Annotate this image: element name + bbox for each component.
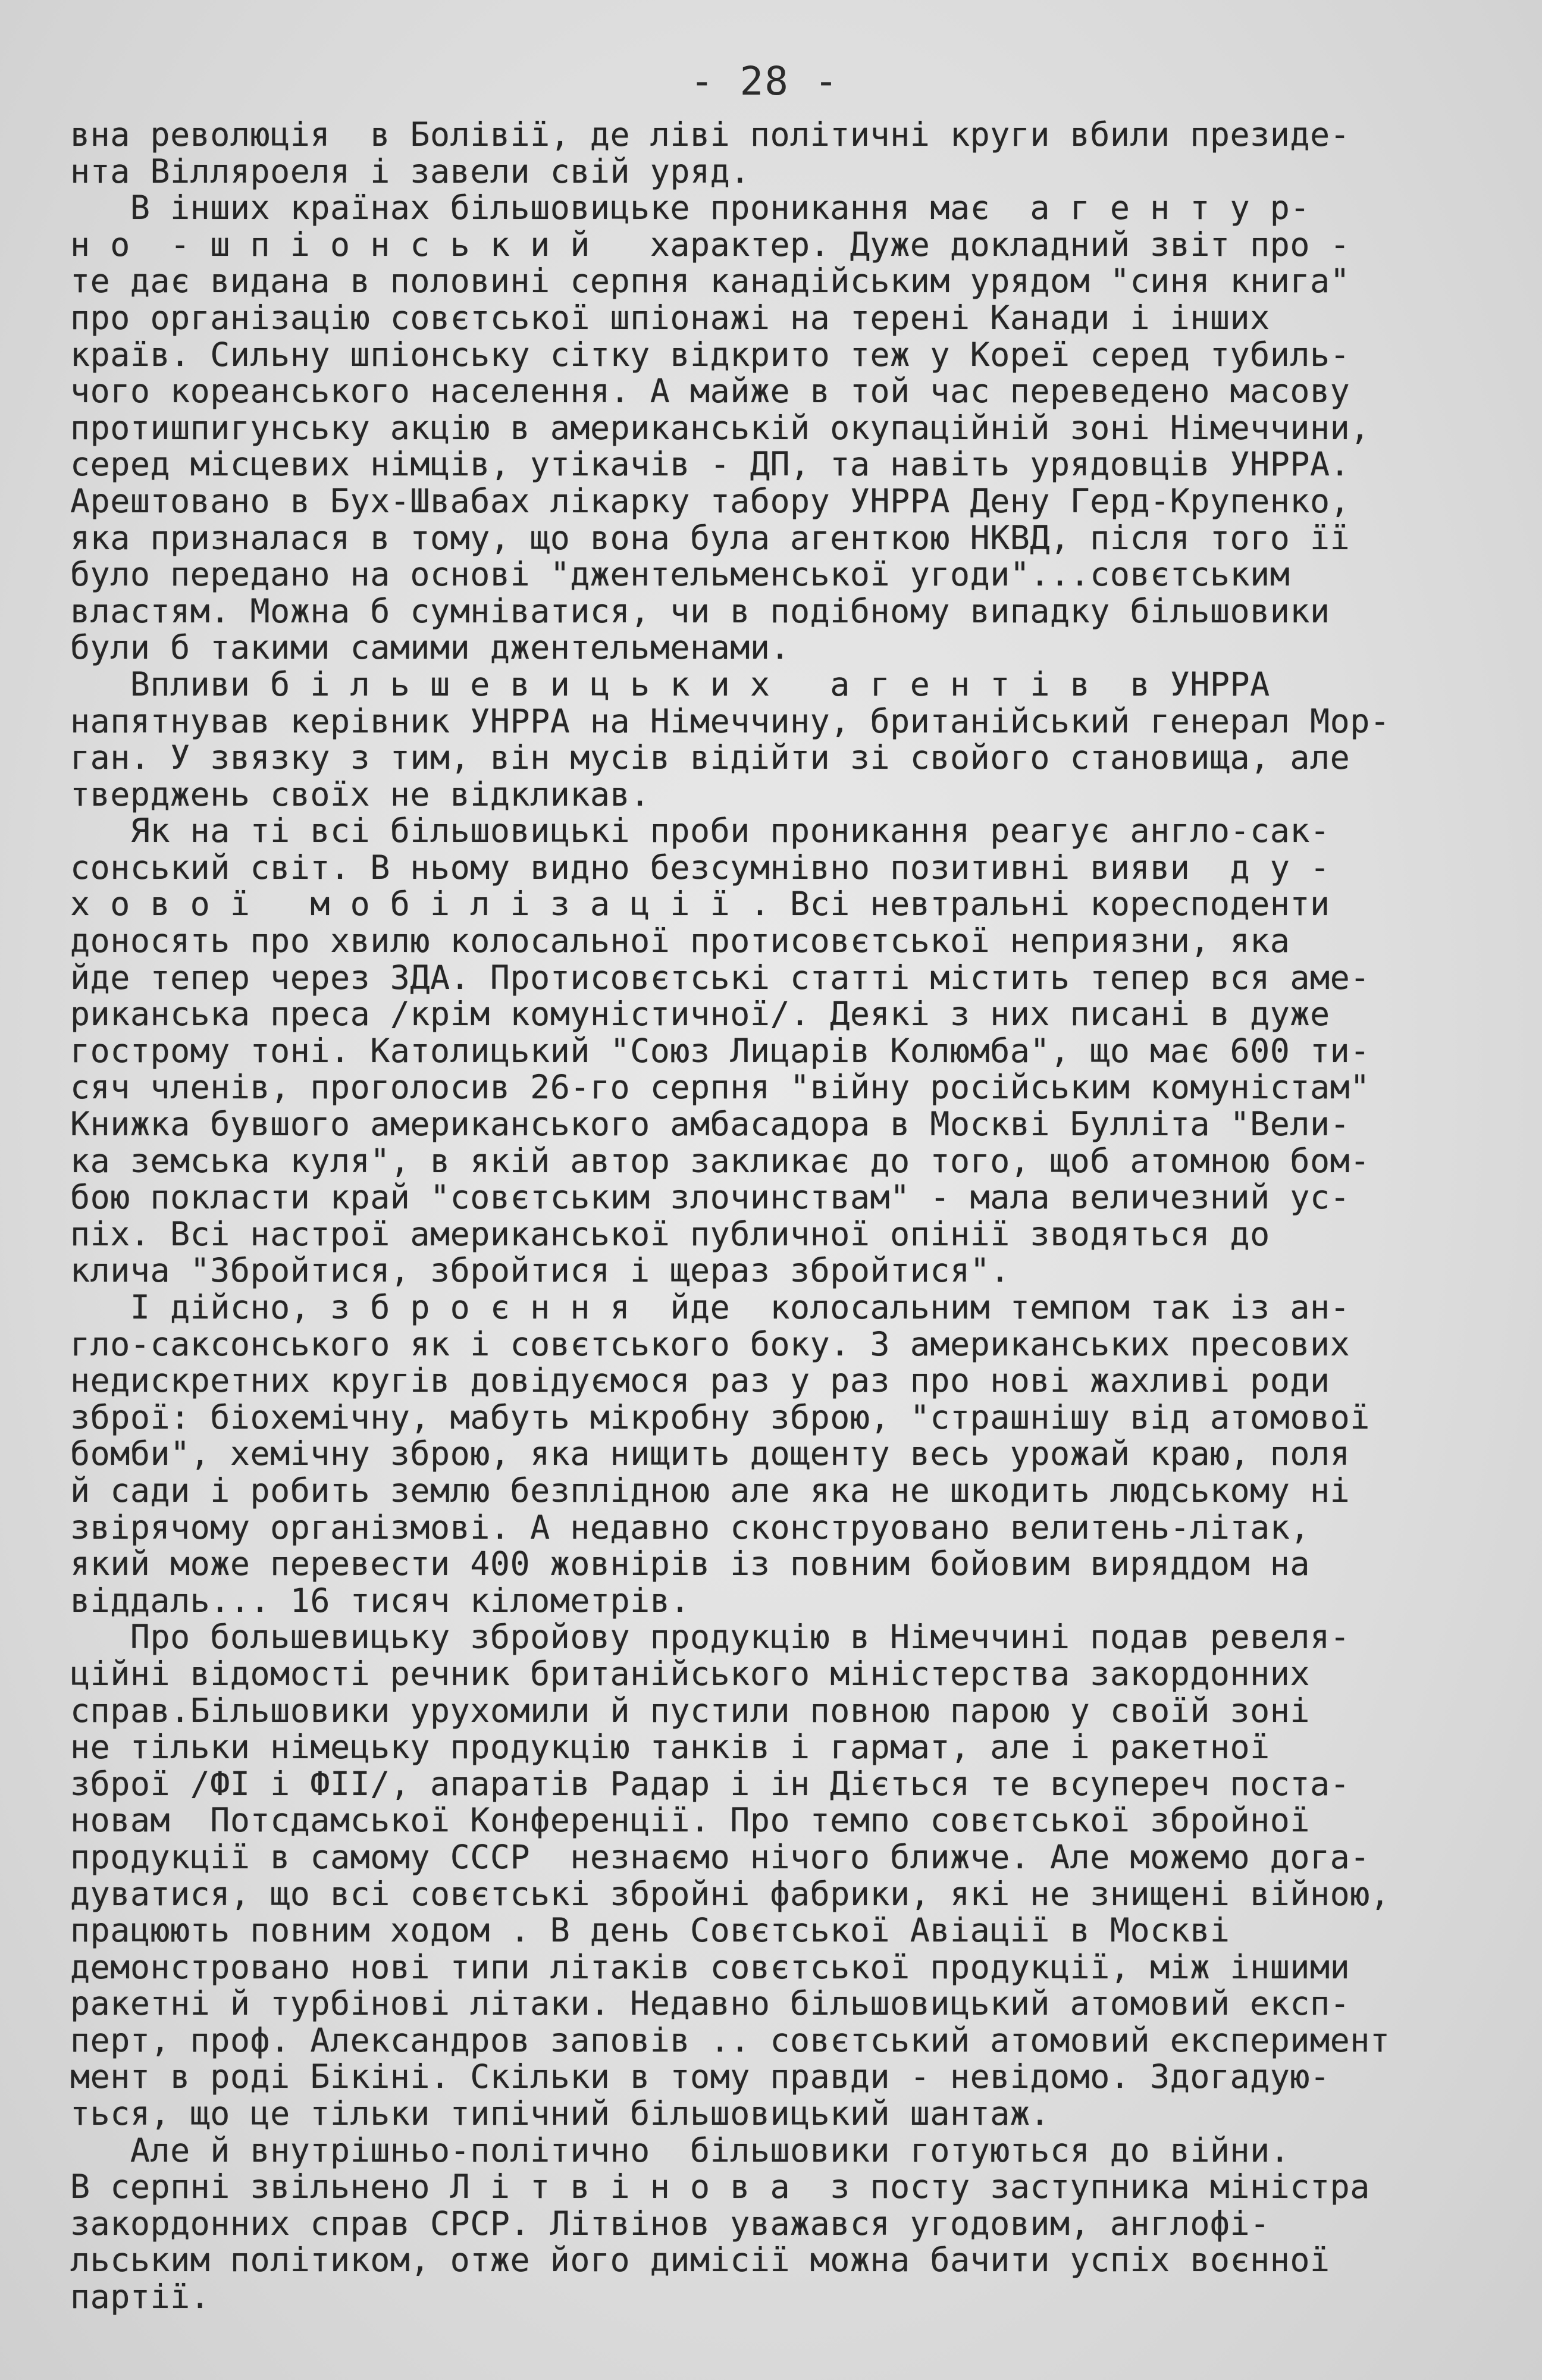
text-line: віддаль... 16 тисяч кілометрів. <box>70 1581 690 1620</box>
text-line: чого кореанського населення. А майже в той час переведено масову <box>70 372 1350 411</box>
text-line: піх. Всі настрої американської публичної опінії зводяться до <box>70 1214 1270 1253</box>
text-line: серед місцевих німців, утікачів - ДП, та навіть урядовців УНРРА. <box>70 445 1350 484</box>
text-line: Про большевицьку збройову продукцію в Німеччині подав ревеля- <box>70 1618 1350 1656</box>
text-line: закордонних справ СРСР. Літвінов уважався угодовим, англофі- <box>70 2204 1270 2243</box>
text-line: Арештовано в Бух-Швабах лікарку табору УНРРА Дену Герд-Крупенко, <box>70 481 1350 520</box>
text-line: демонстровано нові типи літаків совєтської продукції, між іншими <box>70 1947 1350 1986</box>
text-line: Але й внутрішньо-політично більшовики готуються до війни. <box>70 2131 1290 2169</box>
text-line: було передано на основі "джентельменської угоди"...совєтським <box>70 555 1290 594</box>
text-line: йде тепер через ЗДА. Протисовєтські статті містить тепер вся аме- <box>70 958 1370 997</box>
text-line: нта Вілляроеля і завели свій уряд. <box>70 152 750 190</box>
text-line: В серпні звільнено Л і т в і н о в а з посту заступника міністра <box>70 2168 1370 2206</box>
text-line: н о - ш п і о н с ь к и й характер. Дуже докладний звіт про - <box>70 225 1350 264</box>
text-line: В інших країнах більшовицьке проникання має а г е н т у р- <box>70 189 1310 227</box>
text-line: бою покласти край "совєтським злочинствам" - мала величезний ус- <box>70 1178 1350 1217</box>
text-line: те дає видана в половині серпня канадійським урядом "синя книга" <box>70 262 1350 300</box>
text-line: льським політиком, отже його димісії можна бачити успіх воєнної <box>70 2241 1330 2279</box>
text-line: властям. Можна б сумніватися, чи в подібному випадку більшовики <box>70 591 1330 630</box>
text-line: про організацію совєтської шпіонажі на терені Канади і інших <box>70 298 1270 337</box>
text-line: ган. У звязку з тим, він мусів відійти зі свойого становища, але <box>70 738 1350 777</box>
text-line: ційні відомості речник британійського міністерства закордонних <box>70 1654 1310 1693</box>
text-line: й сади і робить землю безплідною але яка не шкодить людському ні <box>70 1471 1350 1510</box>
page-number: - 28 - <box>690 58 839 104</box>
text-line: риканська преса /крім комуністичної/. Деякі з них писані в дуже <box>70 995 1330 1034</box>
body-text <box>70 117 1498 2316</box>
text-line: Як на ті всі більшовицькі проби проникання реагує англо-сак- <box>70 812 1330 850</box>
text-line: Впливи б і л ь ш е в и ц ь к и х а г е н т і в в УНРРА <box>70 665 1270 703</box>
text-line: дуватися, що всі совєтські збройні фабрики, які не знищені війною, <box>70 1874 1390 1913</box>
text-line: тверджень своїх не відкликав. <box>70 775 650 813</box>
text-line: сяч членів, проголосив 26-го серпня "війну російським комуністам" <box>70 1068 1370 1107</box>
text-line: ракетні й турбінові літаки. Недавно більшовицький атомовий експ- <box>70 1984 1350 2023</box>
text-line: сонський світ. В ньому видно безсумнівно позитивні вияви д у - <box>70 848 1330 887</box>
text-line: були б такими самими джентельменами. <box>70 628 791 667</box>
text-line: продукції в самому СССР незнаємо нічого ближче. Але можемо дога- <box>70 1837 1370 1876</box>
text-line: ка земська куля", в якій автор закликає до того, щоб атомною бом- <box>70 1141 1370 1180</box>
text-line: х о в о ї м о б і л і з а ц і ї . Всі невтральні коресподенти <box>70 885 1330 923</box>
text-line: вна революція в Болівії, де ліві політичні круги вбили президе- <box>70 115 1350 154</box>
text-line: зброї /ФІ і ФІІ/, апаратів Радар і ін Діється те всупереч поста- <box>70 1764 1350 1803</box>
text-line: не тільки німецьку продукцію танків і гармат, але і ракетної <box>70 1728 1270 1767</box>
text-line: протишпигунську акцію в американській окупаційній зоні Німеччини, <box>70 408 1370 447</box>
text-line: справ.Більшовики урухомили й пустили повною парою у своїй зоні <box>70 1691 1310 1730</box>
text-line: яка призналася в тому, що вона була агенткою НКВД, після того її <box>70 518 1350 557</box>
text-line: бомби", хемічну зброю, яка нищить дощенту весь урожай краю, поля <box>70 1435 1350 1473</box>
text-line: зброї: біохемічну, мабуть мікробну зброю, "страшнішу від атомової <box>70 1398 1370 1436</box>
text-line: Книжка бувшого американського амбасадора в Москві Булліта "Вели- <box>70 1105 1350 1144</box>
text-line: який може перевести 400 жовнірів із повним бойовим виряддом на <box>70 1545 1310 1583</box>
text-line: гострому тоні. Католицький "Союз Лицарів Колюмба", що має 600 ти- <box>70 1031 1370 1070</box>
text-line: гло-саксонського як і совєтського боку. З американських пресових <box>70 1324 1350 1363</box>
text-line: працюють повним ходом . В день Совєтської Авіації в Москві <box>70 1911 1230 1950</box>
text-line: новам Потсдамської Конференції. Про темпо совєтської збройної <box>70 1801 1310 1840</box>
text-line: ться, що це тільки типічний більшовицький шантаж. <box>70 2094 1051 2133</box>
text-line: напятнував керівник УНРРА на Німеччину, британійський генерал Мор- <box>70 702 1390 740</box>
text-line: країв. Сильну шпіонську сітку відкрито теж у Кореї серед тубиль- <box>70 335 1350 374</box>
text-line: доносять про хвилю колосальної протисовєтської неприязни, яка <box>70 922 1290 960</box>
text-line: І дійсно, з б р о є н н я йде колосальним темпом так із ан- <box>70 1288 1350 1326</box>
text-line: звірячому організмові. А недавно сконструовано велитень-літак, <box>70 1508 1310 1546</box>
text-line: клича "Збройтися, збройтися і щераз збройтися". <box>70 1251 1010 1290</box>
text-line: перт, проф. Александров заповів .. совєтський атомовий експеримент <box>70 2021 1390 2059</box>
text-line: партії. <box>70 2278 211 2316</box>
text-line: мент в роді Бікіні. Скільки в тому правди - невідомо. Здогадую- <box>70 2058 1330 2096</box>
text-line: недискретних кругів довідуємося раз у раз про нові жахливі роди <box>70 1361 1330 1400</box>
